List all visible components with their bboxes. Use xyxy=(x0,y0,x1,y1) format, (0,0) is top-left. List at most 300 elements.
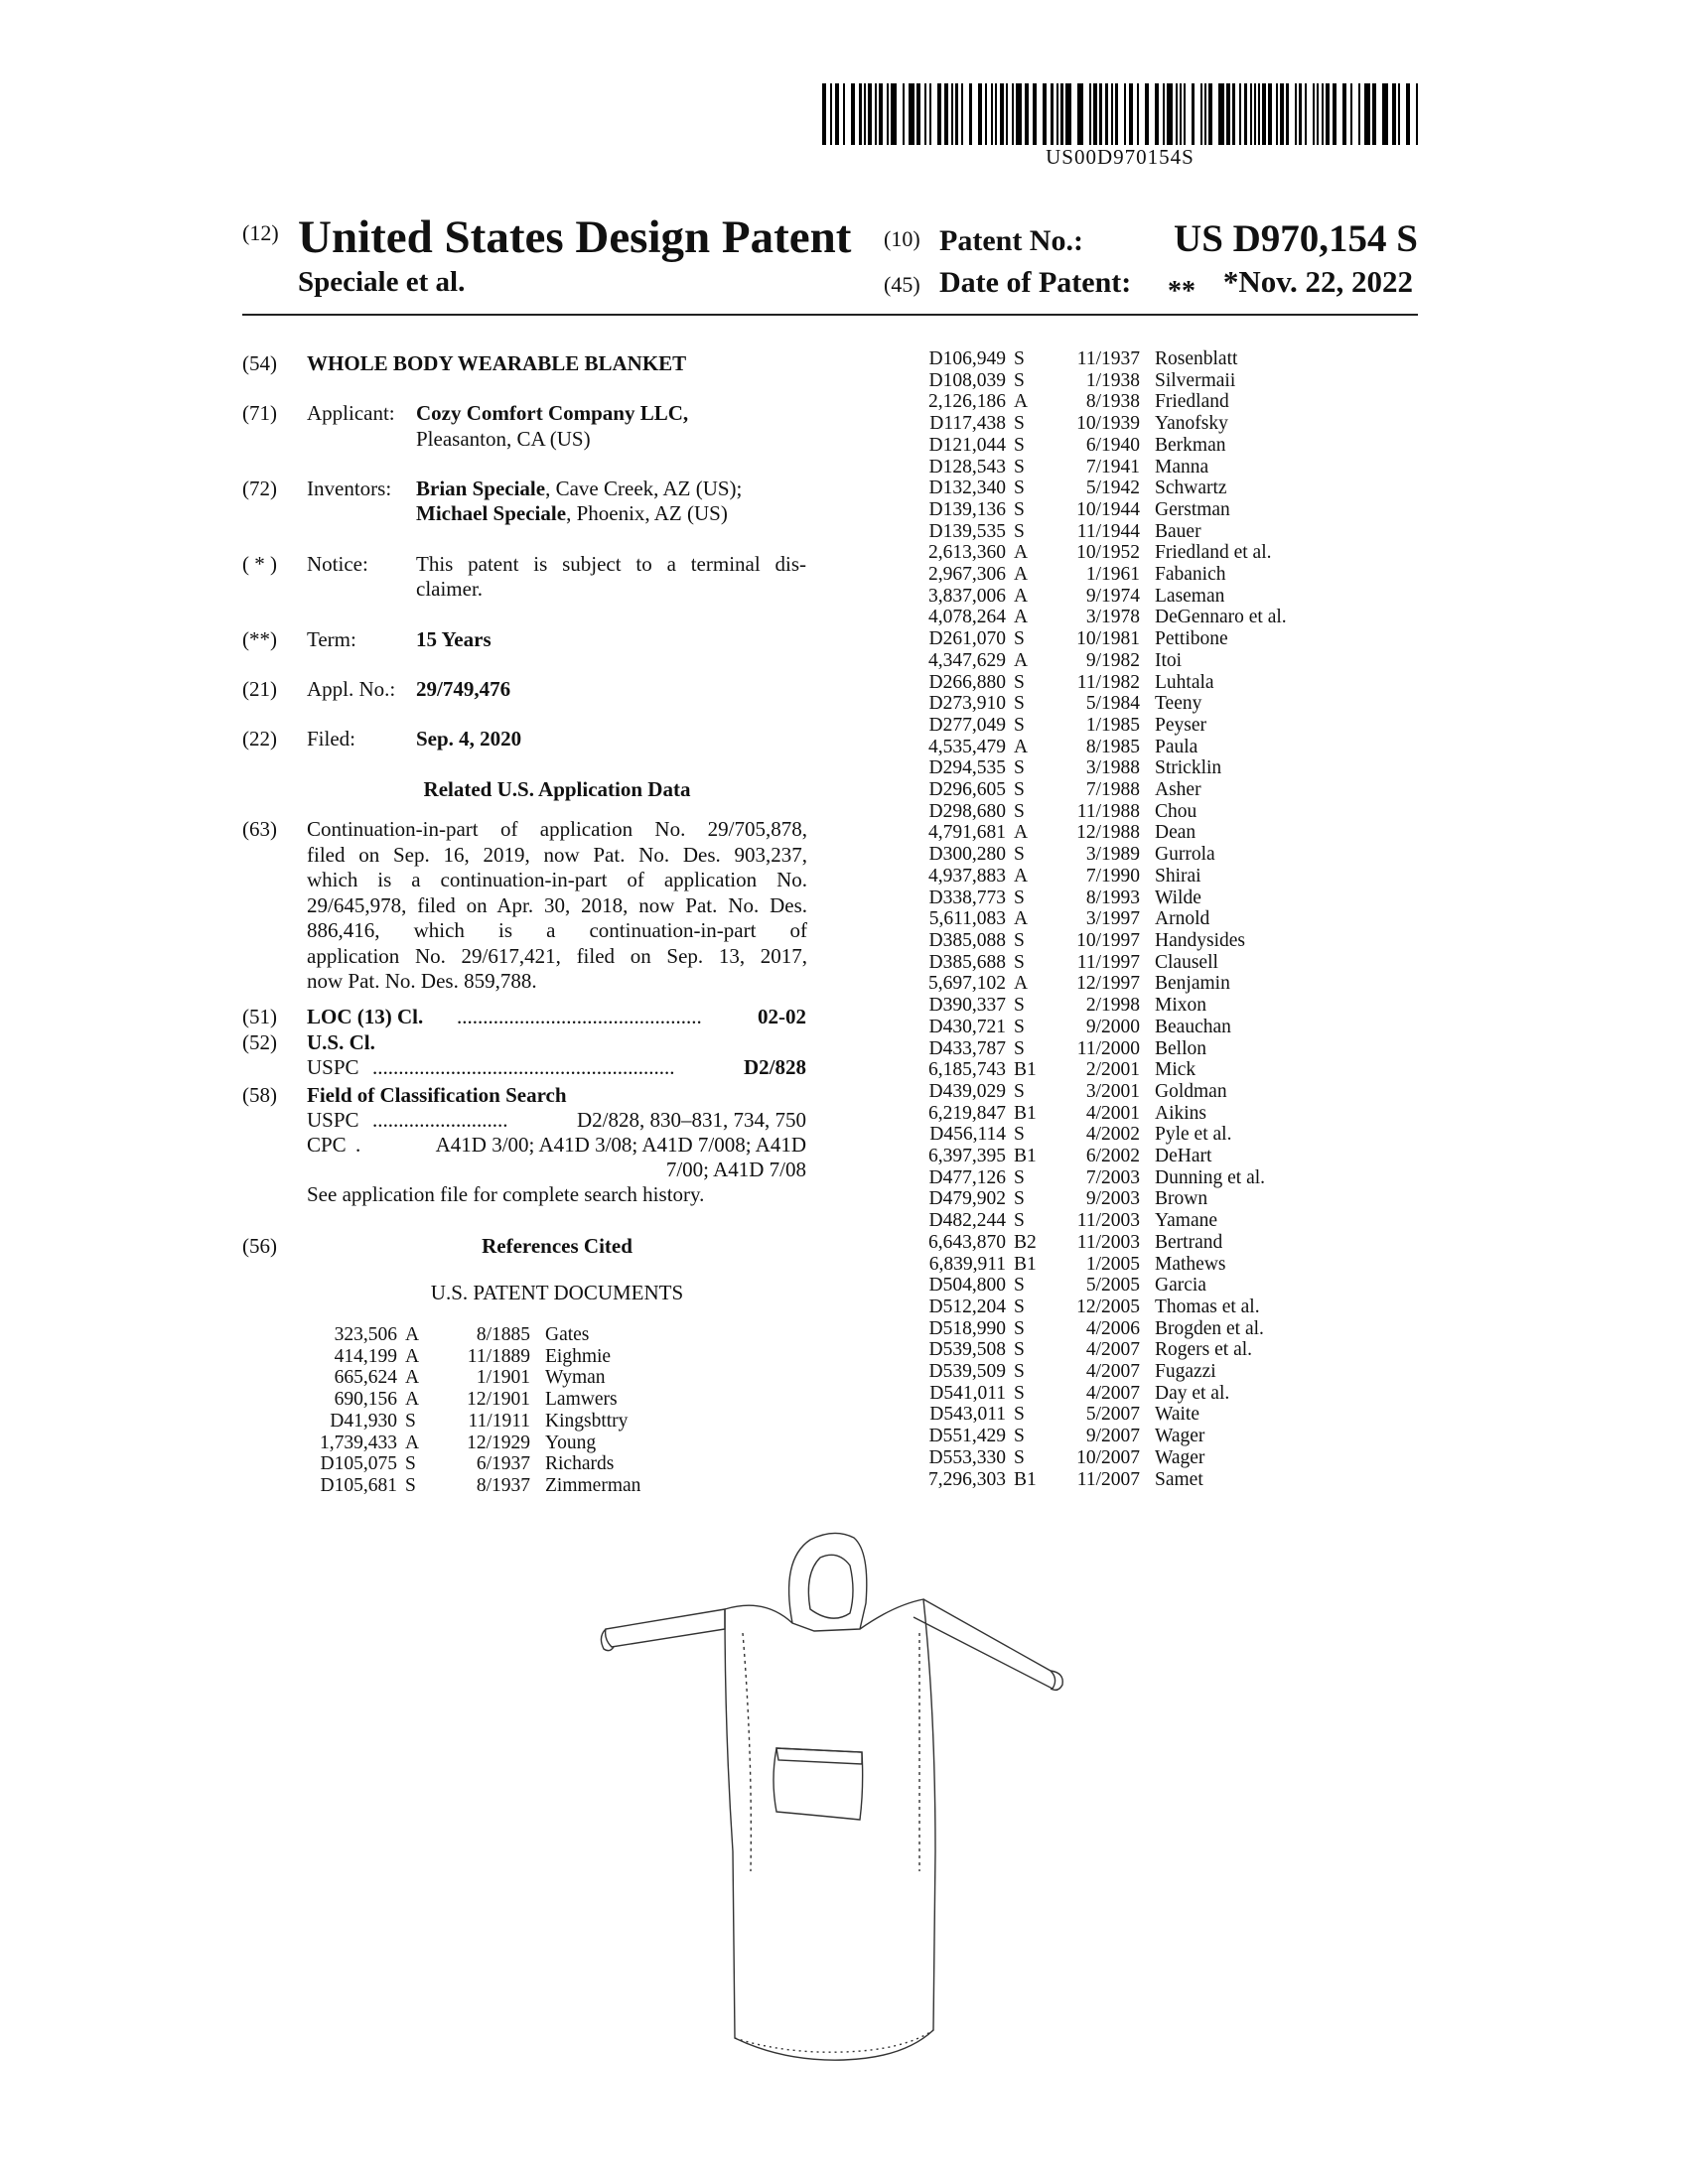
barcode-bar xyxy=(851,83,855,145)
ref-number: D456,114 xyxy=(929,1124,1006,1146)
ref-number: D433,787 xyxy=(928,1037,1006,1059)
ref-date: 10/2007 xyxy=(1076,1446,1140,1468)
loc-value: 02-02 xyxy=(758,1005,806,1028)
code-58: (58) xyxy=(242,1083,277,1107)
barcode-bar xyxy=(1239,83,1241,145)
design-drawing xyxy=(576,1514,1092,2110)
reference-row xyxy=(892,1167,1309,1189)
barcode-bar xyxy=(1250,83,1252,145)
reference-row xyxy=(892,973,1309,995)
reference-row xyxy=(892,801,1309,823)
ref-kind: A xyxy=(1014,865,1029,887)
ref-date: 11/2003 xyxy=(1076,1210,1140,1232)
reference-row xyxy=(892,1038,1309,1060)
barcode-bar xyxy=(1372,83,1376,145)
barcode-bar xyxy=(1326,83,1330,145)
ref-name: Yamane xyxy=(1155,1210,1218,1232)
ref-date: 1/1901 xyxy=(476,1367,530,1389)
reference-row xyxy=(892,757,1309,779)
continuation-line: which is a continuation-in-part of application No. xyxy=(307,868,807,891)
ref-kind: S xyxy=(1014,800,1025,822)
ref-kind: S xyxy=(1014,1404,1025,1426)
ref-name: Schwartz xyxy=(1155,478,1227,499)
reference-row xyxy=(892,1361,1309,1383)
barcode-bar xyxy=(1167,83,1173,145)
field-of-search-label: Field of Classification Search xyxy=(307,1083,567,1107)
barcode-bar xyxy=(1145,83,1149,145)
ref-name: Aikins xyxy=(1155,1102,1207,1124)
ref-number: D117,438 xyxy=(929,413,1006,435)
reference-row xyxy=(892,1124,1309,1146)
barcode-bar xyxy=(924,83,926,145)
ref-kind: A xyxy=(405,1367,420,1389)
ref-name: Young xyxy=(545,1432,597,1453)
ref-date: 12/1901 xyxy=(467,1389,530,1411)
ref-name: Wager xyxy=(1155,1446,1205,1468)
reference-row xyxy=(892,435,1309,457)
barcode-number: US00D970154S xyxy=(1046,145,1195,169)
reference-row xyxy=(288,1433,659,1454)
pocket-flap xyxy=(776,1748,862,1764)
notice-line-2: claimer. xyxy=(416,577,484,601)
barcode-bar xyxy=(903,83,905,145)
barcode-bar xyxy=(864,83,866,145)
code-12: (12) xyxy=(242,220,279,245)
ref-number: D139,136 xyxy=(928,498,1006,520)
reference-row xyxy=(892,650,1309,672)
ref-number: D132,340 xyxy=(928,478,1006,499)
ref-kind: B1 xyxy=(1014,1468,1037,1490)
ref-date: 2/1998 xyxy=(1085,995,1140,1017)
barcode-bar xyxy=(1012,83,1014,145)
ref-name: Brogden et al. xyxy=(1155,1317,1264,1339)
barcode-bar xyxy=(1016,83,1022,145)
barcode-bar xyxy=(843,83,845,145)
barcode-bar xyxy=(1268,83,1272,145)
ref-kind: S xyxy=(1014,1166,1025,1188)
ref-kind: S xyxy=(1014,1296,1025,1317)
left-sleeve xyxy=(606,1609,725,1647)
barcode-bar xyxy=(1226,83,1230,145)
ref-kind: B1 xyxy=(1014,1146,1037,1167)
us-cl-dots: .......................................................... xyxy=(372,1055,675,1079)
ref-date: 10/1952 xyxy=(1076,542,1140,564)
reference-row xyxy=(892,1469,1309,1491)
barcode-bar xyxy=(868,83,872,145)
barcode-bar xyxy=(1258,83,1260,145)
reference-row xyxy=(892,1017,1309,1038)
ref-name: Gerstman xyxy=(1155,498,1230,520)
ref-kind: A xyxy=(1014,564,1029,586)
ref-date: 1/1938 xyxy=(1085,369,1140,391)
hood xyxy=(789,1533,867,1629)
barcode-bar xyxy=(1065,83,1071,145)
ref-kind: S xyxy=(405,1453,416,1475)
ref-date: 6/1940 xyxy=(1085,434,1140,456)
code-56: (56) xyxy=(242,1234,277,1258)
ref-date: 8/1885 xyxy=(476,1324,530,1345)
reference-row xyxy=(892,413,1309,435)
ref-kind: A xyxy=(405,1345,420,1367)
barcode-bar xyxy=(1043,83,1047,145)
ref-name: Goldman xyxy=(1155,1080,1227,1102)
term-value: 15 Years xyxy=(416,627,492,651)
ref-kind: S xyxy=(1014,1210,1025,1232)
reference-row xyxy=(892,1146,1309,1167)
barcode-bar xyxy=(1262,83,1266,145)
barcode-bar xyxy=(929,83,931,145)
reference-row xyxy=(892,844,1309,866)
ref-number: 2,613,360 xyxy=(928,542,1006,564)
ref-kind: A xyxy=(1014,649,1029,671)
barcode-bar xyxy=(887,83,889,145)
ref-name: Mathews xyxy=(1155,1253,1226,1275)
ref-name: Yanofsky xyxy=(1155,413,1228,435)
barcode-bar xyxy=(1006,83,1008,145)
barcode-bar xyxy=(1137,83,1139,145)
ref-name: Clausell xyxy=(1155,951,1218,973)
reference-row xyxy=(892,1275,1309,1297)
reference-row xyxy=(892,672,1309,694)
reference-row xyxy=(892,1059,1309,1081)
ref-number: 1,739,433 xyxy=(320,1432,397,1453)
reference-row xyxy=(288,1324,659,1346)
ref-number: D430,721 xyxy=(928,1016,1006,1037)
ref-name: Wilde xyxy=(1155,887,1201,908)
ref-number: D551,429 xyxy=(928,1426,1006,1447)
barcode-bar xyxy=(1033,83,1037,145)
barcode-bar xyxy=(1364,83,1370,145)
ref-number: 414,199 xyxy=(334,1345,397,1367)
ref-date: 11/2000 xyxy=(1076,1037,1140,1059)
barcode-bar xyxy=(1398,83,1400,145)
barcode-bar xyxy=(1093,83,1097,145)
code-54: (54) xyxy=(242,351,277,375)
ref-date: 3/1978 xyxy=(1085,607,1140,628)
ref-number: 5,611,083 xyxy=(928,908,1006,930)
ref-kind: S xyxy=(1014,369,1025,391)
ref-name: Arnold xyxy=(1155,908,1210,930)
ref-date: 7/2003 xyxy=(1085,1166,1140,1188)
reference-row xyxy=(288,1453,659,1475)
ref-name: Rosenblatt xyxy=(1155,348,1238,369)
appl-no-label: Appl. No.: xyxy=(307,677,396,701)
ref-number: D518,990 xyxy=(928,1317,1006,1339)
barcode-bar xyxy=(1254,83,1256,145)
ref-date: 4/2007 xyxy=(1085,1382,1140,1404)
ref-kind: S xyxy=(1014,498,1025,520)
face-opening xyxy=(808,1555,853,1618)
ref-name: Zimmerman xyxy=(545,1474,641,1496)
reference-row xyxy=(892,1232,1309,1254)
ref-name: Bellon xyxy=(1155,1037,1206,1059)
ref-name: Dunning et al. xyxy=(1155,1166,1266,1188)
continuation-line: filed on Sep. 16, 2019, now Pat. No. Des. 903,237, xyxy=(307,842,807,867)
ref-number: 3,837,006 xyxy=(928,585,1006,607)
code-72: (72) xyxy=(242,477,277,500)
ref-name: Brown xyxy=(1155,1188,1208,1210)
ref-kind: A xyxy=(1014,736,1029,757)
reference-row xyxy=(892,1447,1309,1469)
ref-date: 5/2005 xyxy=(1085,1275,1140,1297)
ref-kind: S xyxy=(1014,520,1025,542)
ref-date: 10/1939 xyxy=(1076,413,1140,435)
reference-row xyxy=(892,542,1309,564)
barcode-bar xyxy=(1180,83,1182,145)
barcode-bar xyxy=(1416,83,1418,145)
us-cl-value: D2/828 xyxy=(744,1055,806,1079)
appl-no-value: 29/749,476 xyxy=(416,677,511,701)
barcode-bar xyxy=(1089,83,1091,145)
reference-row xyxy=(892,628,1309,650)
ref-date: 4/2006 xyxy=(1085,1317,1140,1339)
barcode-bar xyxy=(1295,83,1297,145)
barcode-bar xyxy=(1192,83,1195,145)
barcode-bar xyxy=(1115,83,1118,145)
ref-name: Bertrand xyxy=(1155,1231,1223,1253)
inventor-1 xyxy=(416,477,742,501)
reference-row xyxy=(892,1383,1309,1405)
ref-date: 5/1942 xyxy=(1085,478,1140,499)
reference-row xyxy=(892,499,1309,521)
ref-name: Wyman xyxy=(545,1367,606,1389)
reference-row xyxy=(892,887,1309,909)
inventor-1-name: Brian Speciale xyxy=(416,477,546,500)
ref-kind: S xyxy=(1014,628,1025,650)
reference-row xyxy=(892,930,1309,952)
ref-date: 11/2007 xyxy=(1076,1468,1140,1490)
ref-name: Waite xyxy=(1155,1404,1199,1426)
ref-date: 12/2005 xyxy=(1076,1296,1140,1317)
ref-date: 1/1961 xyxy=(1085,564,1140,586)
ref-kind: A xyxy=(1014,585,1029,607)
ref-number: 6,397,395 xyxy=(928,1146,1006,1167)
ref-date: 1/2005 xyxy=(1085,1253,1140,1275)
ref-number: D504,800 xyxy=(928,1275,1006,1297)
ref-date: 11/1988 xyxy=(1076,800,1140,822)
reference-row xyxy=(892,1318,1309,1340)
reference-row xyxy=(892,564,1309,586)
reference-row xyxy=(892,1339,1309,1361)
ref-name: Pettibone xyxy=(1155,628,1228,650)
ref-name: Handysides xyxy=(1155,929,1245,951)
ref-number: D541,011 xyxy=(929,1382,1006,1404)
ref-kind: S xyxy=(1014,1317,1025,1339)
ref-number: 2,967,306 xyxy=(928,564,1006,586)
ref-kind: S xyxy=(1014,1426,1025,1447)
reference-row xyxy=(892,908,1309,930)
barcode-bar xyxy=(1176,83,1178,145)
ref-kind: S xyxy=(1014,1188,1025,1210)
ref-name: Chou xyxy=(1155,800,1197,822)
barcode-bar xyxy=(822,83,826,145)
ref-name: Mick xyxy=(1155,1059,1196,1081)
date-of-patent-label: Date of Patent: xyxy=(939,266,1132,299)
code-45: (45) xyxy=(884,272,920,297)
continuation-text xyxy=(307,817,807,995)
barcode-bar xyxy=(1382,83,1388,145)
ref-kind: B1 xyxy=(1014,1059,1037,1081)
ref-kind: S xyxy=(1014,995,1025,1017)
ref-name: Itoi xyxy=(1155,649,1183,671)
ref-date: 7/1988 xyxy=(1085,779,1140,801)
ref-kind: B1 xyxy=(1014,1102,1037,1124)
us-cl-uspc-label: USPC xyxy=(307,1055,359,1079)
ref-number: D294,535 xyxy=(928,757,1006,779)
ref-kind: S xyxy=(1014,1124,1025,1146)
barcode-bar xyxy=(916,83,920,145)
ref-date: 5/2007 xyxy=(1085,1404,1140,1426)
barcode-bar xyxy=(969,83,972,145)
ref-kind: S xyxy=(1014,671,1025,693)
ref-kind: S xyxy=(1014,1339,1025,1361)
barcode-bar xyxy=(835,83,839,145)
reference-row xyxy=(892,715,1309,737)
reference-row xyxy=(892,1103,1309,1125)
ref-number: D298,680 xyxy=(928,800,1006,822)
ref-date: 6/1937 xyxy=(476,1453,530,1475)
ref-name: Silvermaii xyxy=(1155,369,1236,391)
ref-date: 8/1937 xyxy=(476,1474,530,1496)
ref-number: D261,070 xyxy=(928,628,1006,650)
barcode-bar xyxy=(859,83,862,145)
ref-number: D105,075 xyxy=(320,1453,397,1475)
right-sleeve xyxy=(914,1599,1055,1689)
body-outline xyxy=(725,1599,935,2060)
ref-number: 5,697,102 xyxy=(928,973,1006,995)
loc-dots: ............................................... xyxy=(457,1005,702,1028)
ref-number: 6,643,870 xyxy=(928,1231,1006,1253)
ref-name: Fabanich xyxy=(1155,564,1226,586)
ref-name: Beauchan xyxy=(1155,1016,1231,1037)
barcode-bar xyxy=(1155,83,1159,145)
ref-number: D543,011 xyxy=(929,1404,1006,1426)
reference-row xyxy=(288,1367,659,1389)
inventor-1-location: , Cave Creek, AZ (US); xyxy=(545,477,743,500)
patent-number: US D970,154 S xyxy=(1174,217,1418,260)
patent-number-label: Patent No.: xyxy=(939,224,1083,257)
ref-number: D273,910 xyxy=(928,693,1006,715)
reference-row xyxy=(892,1081,1309,1103)
barcode-bar xyxy=(1099,83,1102,145)
ref-name: Friedland et al. xyxy=(1155,542,1272,564)
ref-date: 11/1911 xyxy=(468,1410,530,1432)
ref-date: 9/2003 xyxy=(1085,1188,1140,1210)
reference-row xyxy=(288,1346,659,1368)
inventors-label: Inventors: xyxy=(307,477,392,500)
inventor-2-location: , Phoenix, AZ (US) xyxy=(566,501,728,525)
reference-row xyxy=(892,822,1309,844)
ref-date: 8/1938 xyxy=(1085,391,1140,413)
ref-number: 6,839,911 xyxy=(928,1253,1006,1275)
code-71: (71) xyxy=(242,401,277,425)
applicant-label: Applicant: xyxy=(307,401,395,425)
barcode-bar xyxy=(1299,83,1302,145)
ref-number: D300,280 xyxy=(928,844,1006,866)
ref-kind: S xyxy=(1014,929,1025,951)
ref-date: 11/2003 xyxy=(1076,1231,1140,1253)
barcode-bar xyxy=(955,83,958,145)
ref-kind: S xyxy=(1014,1275,1025,1297)
barcode-bar xyxy=(1025,83,1029,145)
patent-title: WHOLE BODY WEARABLE BLANKET xyxy=(307,351,687,375)
us-patent-documents-heading: U.S. PATENT DOCUMENTS xyxy=(430,1281,684,1304)
ref-number: 6,185,743 xyxy=(928,1059,1006,1081)
barcode xyxy=(822,83,1418,145)
ref-date: 5/1984 xyxy=(1085,693,1140,715)
ref-number: D296,605 xyxy=(928,779,1006,801)
ref-date: 9/2007 xyxy=(1085,1426,1140,1447)
ref-number: D277,049 xyxy=(928,714,1006,736)
reference-row xyxy=(892,1404,1309,1426)
code-21: (21) xyxy=(242,677,277,701)
reference-row xyxy=(288,1411,659,1433)
search-cpc-value-2: 7/00; A41D 7/08 xyxy=(665,1158,806,1181)
ref-name: Teeny xyxy=(1155,693,1202,715)
ref-kind: S xyxy=(1014,478,1025,499)
ref-kind: S xyxy=(1014,714,1025,736)
ref-number: D128,543 xyxy=(928,456,1006,478)
references-table-right xyxy=(892,348,1309,1490)
ref-number: D106,949 xyxy=(928,348,1006,369)
barcode-bar xyxy=(1077,83,1083,145)
ref-date: 4/2007 xyxy=(1085,1339,1140,1361)
ref-date: 10/1944 xyxy=(1076,498,1140,520)
barcode-bar xyxy=(985,83,987,145)
ref-number: D477,126 xyxy=(928,1166,1006,1188)
ref-name: Paula xyxy=(1155,736,1198,757)
reference-row xyxy=(288,1475,659,1497)
ref-date: 12/1997 xyxy=(1076,973,1140,995)
continuation-line: now Pat. No. Des. 859,788. xyxy=(307,969,537,993)
ref-name: Kingsbttry xyxy=(545,1410,629,1432)
reference-row xyxy=(892,1210,1309,1232)
barcode-bar xyxy=(1244,83,1247,145)
barcode-bar xyxy=(1406,83,1410,145)
ref-number: D385,088 xyxy=(928,929,1006,951)
ref-kind: S xyxy=(1014,757,1025,779)
barcode-bar xyxy=(1342,83,1346,145)
ref-number: D482,244 xyxy=(928,1210,1006,1232)
barcode-bar xyxy=(875,83,877,145)
date-stars: ** xyxy=(1168,276,1196,307)
header-divider xyxy=(242,314,1418,316)
search-uspc-value: D2/828, 830–831, 734, 750 xyxy=(577,1108,806,1132)
ref-name: Bauer xyxy=(1155,520,1201,542)
continuation-line: 886,416, which is a continuation-in-part of xyxy=(307,918,807,942)
search-cpc-dots: . xyxy=(355,1133,361,1157)
barcode-bar xyxy=(1317,83,1319,145)
search-history-note: See application file for complete search history. xyxy=(307,1182,705,1206)
barcode-bar xyxy=(1204,83,1206,145)
ref-kind: S xyxy=(1014,1080,1025,1102)
code-10: (10) xyxy=(884,226,920,251)
ref-name: DeGennaro et al. xyxy=(1155,607,1287,628)
reference-row xyxy=(892,1426,1309,1447)
ref-date: 3/1989 xyxy=(1085,844,1140,866)
code-term: (**) xyxy=(242,627,277,651)
ref-name: Garcia xyxy=(1155,1275,1206,1297)
notice-line-1: This patent is subject to a terminal dis- xyxy=(416,552,806,576)
ref-date: 10/1981 xyxy=(1076,628,1140,650)
search-cpc-label: CPC xyxy=(307,1133,347,1157)
ref-name: Shirai xyxy=(1155,865,1201,887)
ref-date: 9/1982 xyxy=(1085,649,1140,671)
continuation-line: 29/645,978, filed on Apr. 30, 2018, now Pat. No. Des. xyxy=(307,892,807,917)
ref-number: D108,039 xyxy=(928,369,1006,391)
ref-name: Gurrola xyxy=(1155,844,1215,866)
ref-number: 665,624 xyxy=(334,1367,397,1389)
